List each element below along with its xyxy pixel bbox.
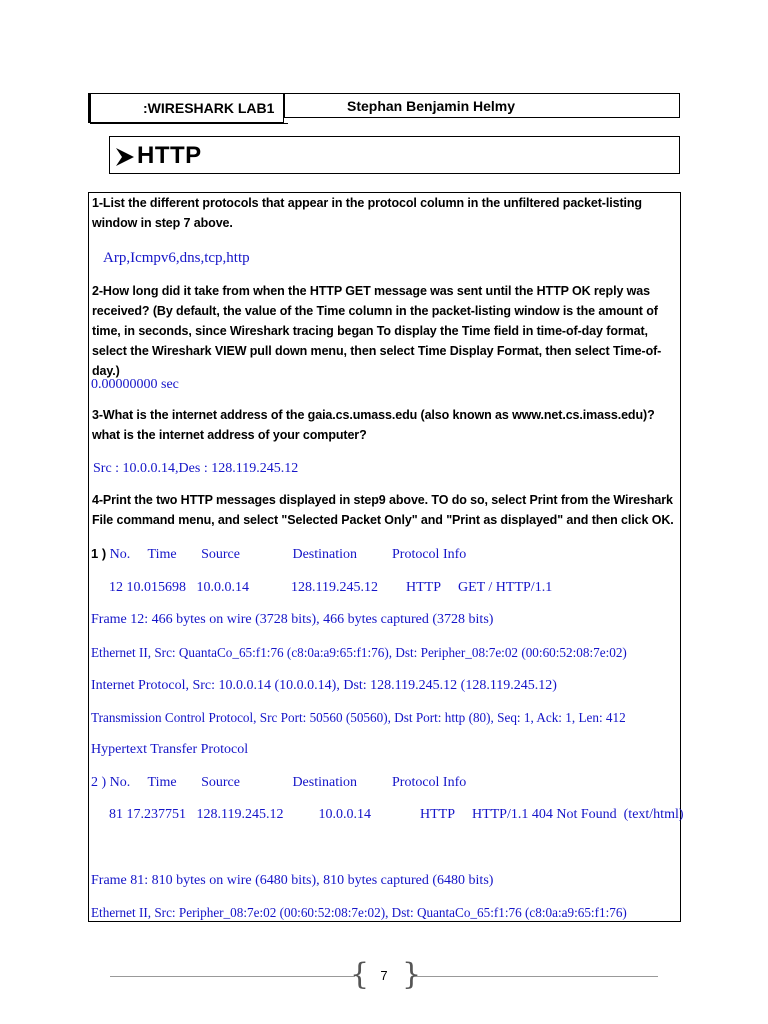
question-3: 3-What is the internet address of the gaia.cs.umass.edu (also known as www.net.cs.imass.edu)?what is the internet address of your computer?	[92, 408, 655, 442]
footer-brace-left: {	[350, 957, 370, 992]
footer-rule-left	[110, 976, 355, 977]
packet-1-header	[91, 546, 466, 563]
packet-1-frame: Frame 12: 466 bytes on wire (3728 bits), 466 bytes captured (3728 bits)	[91, 612, 494, 627]
section-heading-box	[109, 136, 680, 174]
question-4: 4-Print the two HTTP messages displayed in step9 above. TO do so, select Print from the Wireshark File command menu, and select "Selected Packet Only" and "Print as displayed" and then click OK.	[92, 493, 674, 527]
packet-2-ethernet: Ethernet II, Src: Peripher_08:7e:02 (00:60:52:08:7e:02), Dst: QuantaCo_65:f1:76 (c8:0a:a9:65:f1:76)	[91, 905, 627, 920]
arrowhead-bullet-icon	[115, 147, 135, 167]
question-2: 2-How long did it take from when the HTTP GET message was sent until the HTTP OK reply was received? (By default, the value of the Time column in the packet-listing window is the amount of time, in seconds, since Wireshark tracing began To display the Time field in time-of-day format, select the Wireshark VIEW pull down menu, then select Time Display Format, then select Time-of-day.)	[92, 284, 662, 378]
packet-1-row: 12 10.015698 10.0.0.14 128.119.245.12 HTTP GET / HTTP/1.1	[109, 580, 553, 595]
author-name: Stephan Benjamin Helmy	[347, 98, 516, 114]
packet-2-header: 2 ) No. Time Source Destination Protocol Info	[91, 775, 467, 790]
packet-1-header-cols: No. Time Source Destination Protocol Info	[106, 547, 467, 562]
question-1: 1-List the different protocols that appear in the protocol column in the unfiltered packet-listing window in step 7 above.	[92, 196, 642, 230]
packet-2-row: 81 17.237751 128.119.245.12 10.0.0.14 HTTP HTTP/1.1 404 Not Found (text/html)	[109, 807, 684, 822]
packet-1-ethernet: Ethernet II, Src: QuantaCo_65:f1:76 (c8:0a:a9:65:f1:76), Dst: Peripher_08:7e:02 (00:60:52:08:7e:02)	[91, 645, 627, 660]
packet-1-tcp: Transmission Control Protocol, Src Port: 50560 (50560), Dst Port: http (80), Seq: 1, Ack: 1, Len: 412	[91, 710, 626, 725]
answer-3: Src : 10.0.0.14,Des : 128.119.245.12	[93, 461, 299, 476]
answer-1: Arp,Icmpv6,dns,tcp,http	[103, 250, 250, 266]
packet-1-prefix: 1 )	[91, 546, 107, 561]
section-title: HTTP	[137, 142, 202, 169]
packet-2-frame: Frame 81: 810 bytes on wire (6480 bits), 810 bytes captured (6480 bits)	[91, 873, 494, 888]
packet-1-http: Hypertext Transfer Protocol	[91, 742, 249, 757]
page-number: 7	[380, 968, 388, 983]
lab-title: :WIRESHARK LAB1	[143, 100, 275, 116]
lab-title-box	[88, 93, 284, 123]
footer-brace-right: }	[402, 957, 422, 992]
author-box	[284, 93, 680, 118]
packet-1-ip: Internet Protocol, Src: 10.0.0.14 (10.0.0.14), Dst: 128.119.245.12 (128.119.245.12)	[91, 678, 557, 693]
qa-content-box	[88, 192, 684, 922]
footer-rule-right	[413, 976, 658, 977]
answer-2: 0.00000000 sec	[91, 377, 179, 392]
divider	[90, 123, 288, 127]
